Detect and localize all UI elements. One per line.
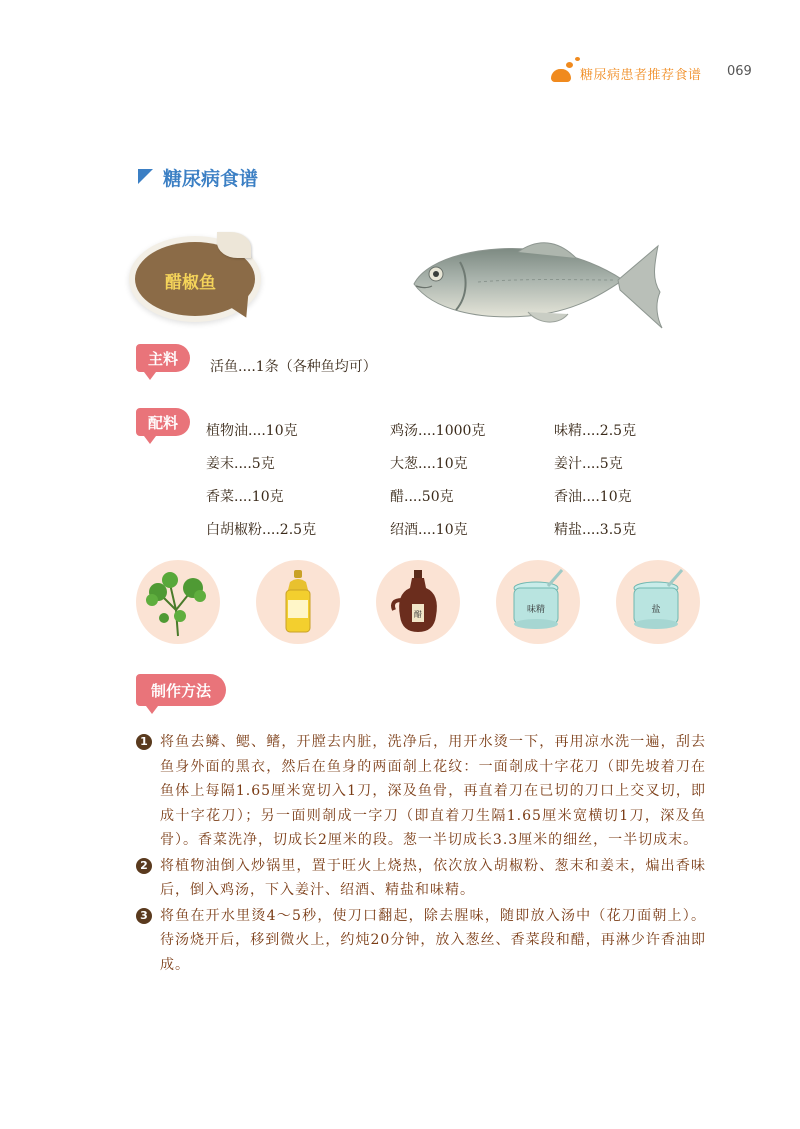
- seasoning-item: 香菜....10克: [206, 489, 284, 505]
- dish-name: 醋椒鱼: [165, 273, 216, 293]
- seasoning-item: 醋....50克: [390, 489, 454, 505]
- seasoning-item: 大葱....10克: [390, 456, 468, 472]
- main-ingredients-text: 活鱼....1条（各种鱼均可）: [210, 359, 377, 375]
- triangle-marker-icon: [138, 169, 153, 184]
- vinegar-jar-icon: [376, 560, 460, 644]
- seasoning-item: 白胡椒粉....2.5克: [206, 522, 317, 538]
- page-number: 069: [727, 64, 752, 79]
- step-text: 将鱼去鳞、鳃、鳍，开膛去内脏，洗净后，用开水烫一下，再用凉水洗一遍，刮去鱼身外面的黑衣，然后在鱼身的两面剞上花纹：一面剞成十字花刀（即先坡着刀在鱼体上每隔1.65厘米宽切入1刀，深及鱼骨，再直着刀在已切的刀口上交叉切，即成十字花刀）；另一面则剞成一字刀（即直着刀生隔1.65厘米宽横切1刀，深及鱼骨）。香菜洗净，切成长2厘米的段。葱一半切成长3.3厘米的细丝，一半切成末。: [160, 734, 706, 848]
- method-label: 制作方法: [150, 682, 211, 700]
- seasoning-item: 植物油....10克: [206, 423, 298, 439]
- msg-jar-icon: [496, 560, 580, 644]
- step-number-icon: 2: [136, 858, 152, 874]
- seasoning-item: 姜末....5克: [206, 456, 275, 472]
- seasoning-item: 姜汁....5克: [554, 456, 623, 472]
- page-header: [548, 62, 702, 84]
- chef-hat-icon: [548, 62, 574, 84]
- dish-name-bubble: [135, 228, 265, 323]
- fish-illustration: [408, 232, 668, 332]
- seasoning-item: 绍酒....10克: [390, 522, 468, 538]
- oil-bottle-icon: [256, 560, 340, 644]
- salt-label: 盐: [651, 605, 661, 615]
- seasoning-item: 香油....10克: [554, 489, 632, 505]
- step-3: [136, 904, 706, 978]
- seasoning-item: 鸡汤....1000克: [390, 423, 486, 439]
- method-tag: [136, 674, 226, 706]
- step-2: [136, 854, 706, 903]
- seasonings-tag: [136, 408, 190, 436]
- seasonings-label: 配料: [147, 414, 178, 432]
- msg-label: 味精: [526, 605, 546, 615]
- step-1: [136, 730, 706, 853]
- step-text: 将鱼在开水里烫4～5秒，使刀口翻起，除去腥味，随即放入汤中（花刀面朝上）。待汤烧开后，移到微火上，约炖20分钟，放入葱丝、香菜段和醋，再淋少许香油即成。: [160, 907, 706, 973]
- section-heading: [138, 164, 258, 191]
- seasoning-item: 味精....2.5克: [554, 423, 637, 439]
- section-title: 糖尿病食谱: [163, 168, 259, 190]
- vinegar-label: 醋: [414, 610, 422, 619]
- method-steps: [136, 730, 706, 978]
- step-text: 将植物油倒入炒锅里，置于旺火上烧热，依次放入胡椒粉、葱末和姜末，煸出香味后，倒入鸡汤，下入姜汁、绍酒、精盐和味精。: [160, 857, 706, 898]
- step-number-icon: 1: [136, 734, 152, 750]
- seasoning-item: 精盐....3.5克: [554, 522, 637, 538]
- main-ingredients-tag: [136, 344, 190, 372]
- salt-jar-icon: [616, 560, 700, 644]
- cilantro-icon: [136, 560, 220, 644]
- step-number-icon: 3: [136, 908, 152, 924]
- header-title: 糖尿病患者推荐食谱: [580, 67, 702, 83]
- main-ingredients-label: 主料: [147, 350, 178, 368]
